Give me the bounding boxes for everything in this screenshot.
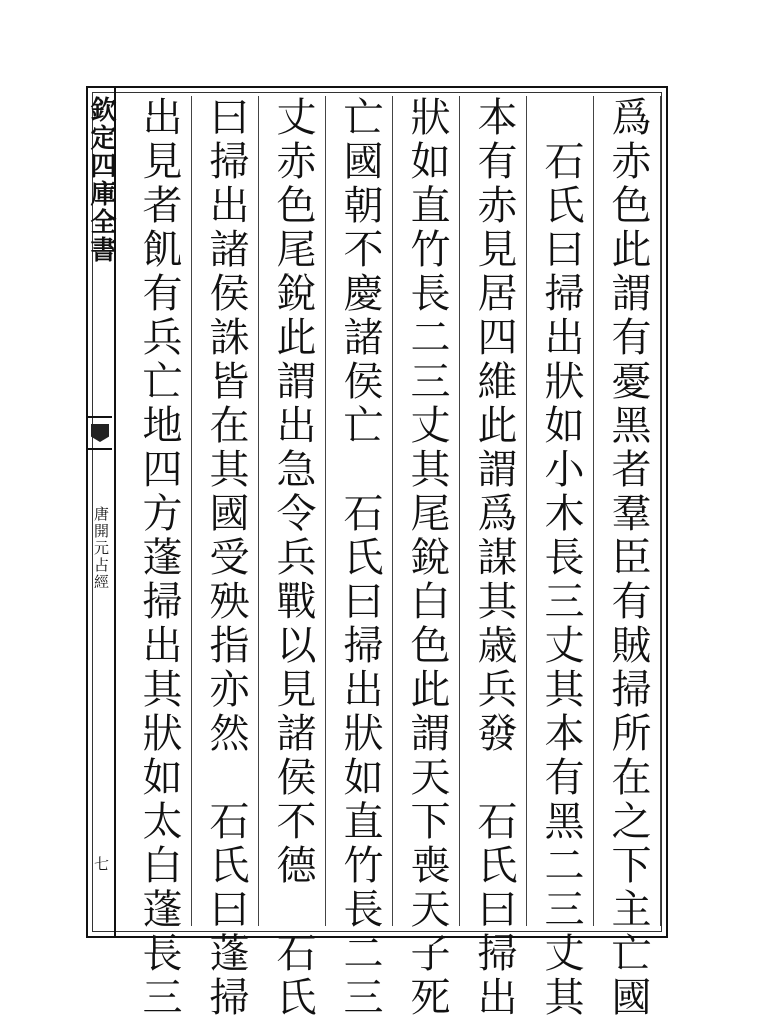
text-columns xyxy=(120,96,660,1020)
text-column-6: 丈赤色尾銳此謂出急令兵戰以見諸侯不德 石氏 xyxy=(270,96,316,1020)
book-title: 唐開元占經 xyxy=(92,506,110,591)
column-rule xyxy=(593,96,594,926)
column-rule xyxy=(258,96,259,926)
fishtail-ornament-icon xyxy=(88,416,112,450)
text-column-7: 曰掃出諸侯誅皆在其國受殃指亦然 石氏曰蓬掃 xyxy=(203,96,249,1020)
text-column-8: 出見者飢有兵亡地四方蓬掃出其狀如太白蓬長三 xyxy=(136,96,182,1020)
column-rule xyxy=(191,96,192,926)
text-column-2: 石氏曰掃出狀如小木長三丈其本有黑二三丈其 xyxy=(538,96,584,1020)
text-column-5: 亡國朝不慶諸侯亡 石氏曰掃出狀如直竹長二三 xyxy=(337,96,383,1020)
text-column-1: 爲赤色此謂有憂黑者羣臣有賊掃所在之下主亡國 xyxy=(605,96,651,1020)
collection-title: 欽定四庫全書 xyxy=(86,96,116,264)
column-rule xyxy=(526,96,527,926)
column-rule xyxy=(325,96,326,926)
folio-number: 七 xyxy=(92,856,110,871)
text-column-3: 本有赤見居四維此謂爲謀其歳兵發 石氏曰掃出 xyxy=(471,96,517,1020)
text-column-4: 狀如直竹長二三丈其尾銳白色此謂天下喪天子死 xyxy=(404,96,450,1020)
column-rule xyxy=(459,96,460,926)
column-rule xyxy=(392,96,393,926)
column-rule xyxy=(660,96,661,926)
page-gutter xyxy=(86,86,116,938)
